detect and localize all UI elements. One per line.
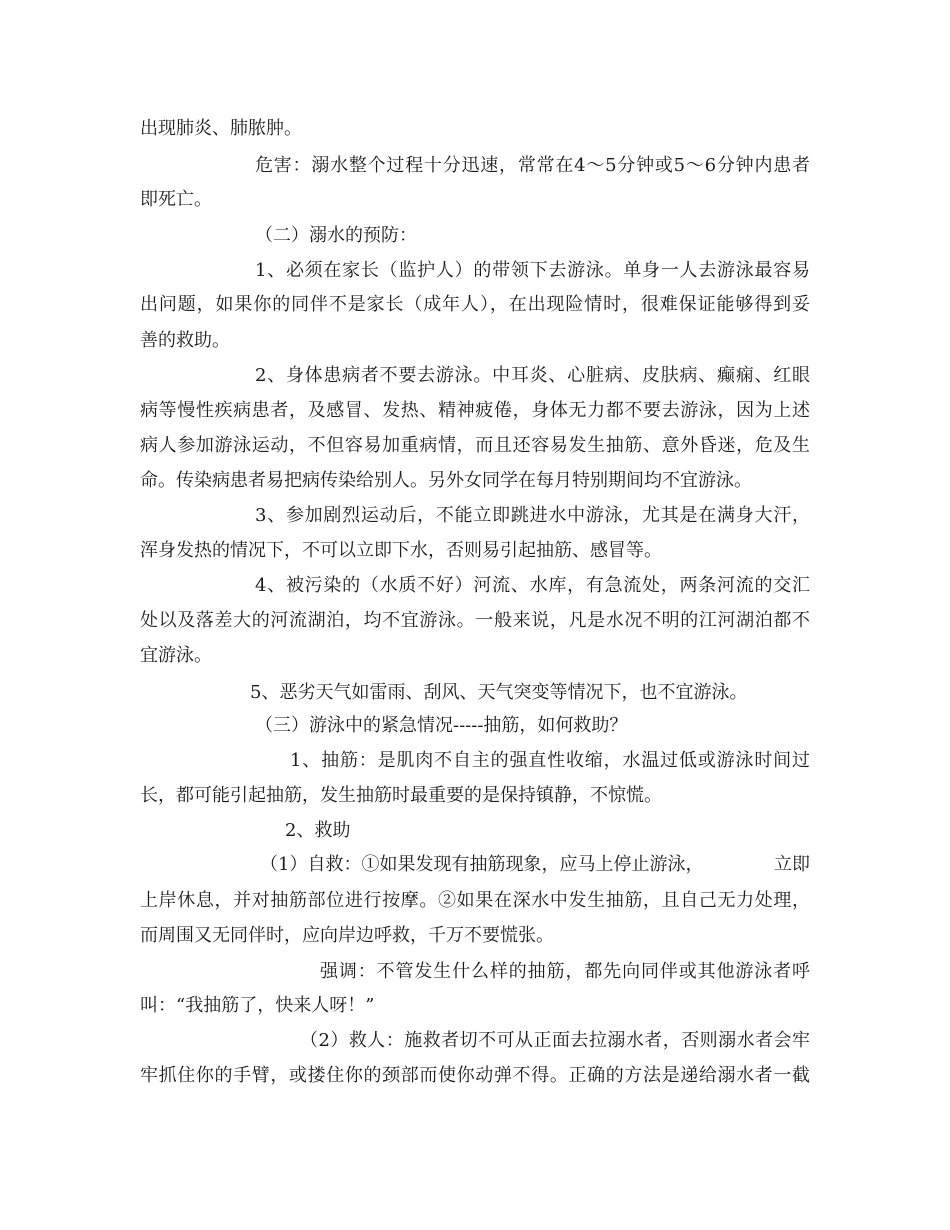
- section-heading: （二）溺水的预防：: [255, 225, 417, 246]
- text-line: 1、必须在家长（监护人）的带领下去游泳。单身一人去游泳最容易: [255, 260, 810, 281]
- text-line: 长，都可能引起抽筋，发生抽筋时最重要的是保持镇静，不惊慌。: [140, 785, 662, 806]
- text-line: 1、抽筋：是肌肉不自主的强直性收缩，水温过低或游泳时间过: [290, 750, 810, 771]
- text-line: 立即: [774, 854, 810, 875]
- text-line: 牢抓住你的手臂，或搂住你的颈部而使你动弹不得。正确的方法是递给溺水者一截: [140, 1065, 810, 1086]
- text-line: 出现肺炎、肺脓肿。: [140, 118, 302, 139]
- text-line: 危害：溺水整个过程十分迅速，常常在4～5分钟或5～6分钟内患者: [255, 155, 810, 176]
- text-line: 即死亡。: [140, 189, 212, 210]
- text-line: （2）救人：施救者切不可从正面去拉溺水者，否则溺水者会牢: [300, 1030, 810, 1051]
- text-line: 处以及落差大的河流湖泊，均不宜游泳。一般来说，凡是水况不明的江河湖泊都不: [140, 610, 810, 631]
- text-line: 上岸休息，并对抽筋部位进行按摩。②如果在深水中发生抽筋，且自己无力处理，: [140, 890, 810, 911]
- text-line: 病人参加游泳运动，不但容易加重病情，而且还容易发生抽筋、意外昏迷，危及生: [140, 435, 810, 456]
- text-line: 病等慢性疾病患者，及感冒、发热、精神疲倦，身体无力都不要去游泳，因为上述: [140, 400, 810, 421]
- text-line: 出问题，如果你的同伴不是家长（成年人），在出现险情时，很难保证能够得到妥: [140, 294, 810, 315]
- text-line: 2、身体患病者不要去游泳。中耳炎、心脏病、皮肤病、癫痫、红眼: [255, 365, 810, 386]
- text-line: 而周围又无同伴时，应向岸边呼救，千万不要慌张。: [140, 925, 554, 946]
- text-line: 5、恶劣天气如雷雨、刮风、天气突变等情况下，也不宜游泳。: [250, 682, 748, 703]
- text-line: 浑身发热的情况下，不可以立即下水，否则易引起抽筋、感冒等。: [140, 540, 662, 561]
- text-line: 3、参加剧烈运动后，不能立即跳进水中游泳，尤其是在满身大汗，: [255, 505, 810, 526]
- section-heading: （三）游泳中的紧急情况-----抽筋，如何救助？: [255, 715, 628, 736]
- text-line: 4、被污染的（水质不好）河流、水库，有急流处，两条河流的交汇: [255, 575, 810, 596]
- emphasis-line: 强调：不管发生什么样的抽筋，都先向同伴或其他游泳者呼: [320, 961, 810, 982]
- text-line: 命。传染病患者易把病传染给别人。另外女同学在每月特别期间均不宜游泳。: [140, 470, 752, 491]
- subheading: 2、救助: [285, 820, 351, 841]
- text-line: 叫：“我抽筋了，快来人呀！”: [140, 995, 375, 1016]
- text-line: 宜游泳。: [140, 645, 212, 666]
- text-line: 善的救助。: [140, 330, 230, 351]
- text-line: （1）自救：①如果发现有抽筋现象，应马上停止游泳，: [260, 854, 704, 875]
